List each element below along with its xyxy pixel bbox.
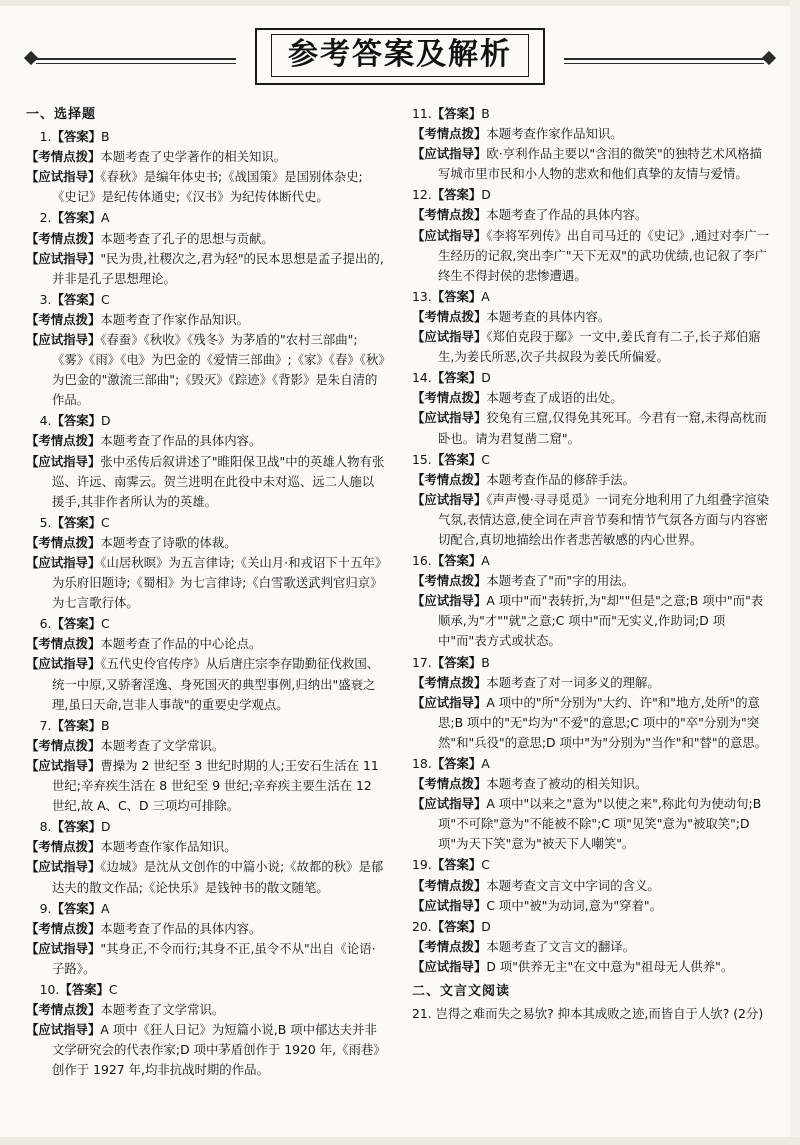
question-number: 18. [412, 756, 432, 771]
answer-item [412, 917, 772, 977]
answer-line [412, 104, 772, 124]
point-text: 本题考查了文言文的翻译。 [486, 938, 636, 954]
guide-line [26, 857, 386, 897]
point-text: 本题考查作家作品知识。 [100, 839, 237, 855]
answer-label: 【答案】 [51, 819, 102, 835]
answer-line [26, 290, 386, 310]
answer-value: A [101, 900, 110, 916]
answer-label: 【答案】 [51, 210, 102, 226]
page-header [26, 22, 774, 94]
question-number: 20. [412, 918, 432, 934]
left-column [26, 104, 386, 1081]
page-edge-bottom [0, 1137, 800, 1145]
point-line [412, 937, 772, 957]
answer-item [412, 551, 772, 651]
guide-text: 《春秋》是编年体史书;《战国策》是国别体杂史;《史记》是纪传体通史;《汉书》为纪传体断代史。 [52, 169, 363, 205]
answer-label: 【答案】 [431, 187, 482, 203]
point-label: 【考情点拨】 [26, 636, 101, 652]
question-number: 2. [39, 210, 52, 226]
point-text: 本题考查作品的修辞手法。 [486, 471, 636, 487]
guide-line [26, 756, 386, 816]
answer-value: C [481, 451, 490, 467]
answer-line [26, 127, 386, 147]
answer-label: 【答案】 [431, 451, 482, 467]
answer-value: B [101, 717, 110, 733]
answer-value: A [481, 553, 490, 569]
question-number: 6. [39, 616, 52, 632]
diamond-ornament-right [762, 51, 776, 65]
answer-item [412, 450, 772, 550]
header-rule-right [564, 58, 764, 60]
point-line [26, 147, 386, 167]
guide-line [412, 591, 772, 651]
answer-line [412, 368, 772, 388]
page-edge-top [0, 0, 800, 6]
guide-line [26, 249, 386, 289]
point-label: 【考情点拨】 [412, 674, 487, 690]
guide-label: 【应试指导】 [26, 169, 101, 185]
guide-label: 【应试指导】 [26, 940, 101, 956]
guide-line [412, 408, 772, 448]
guide-text: 《边城》是沈从文创作的中篇小说;《故都的秋》是郁达夫的散文作品;《论快乐》是钱钟书的散文随笔。 [52, 859, 384, 895]
point-line [412, 388, 772, 408]
answer-value: C [101, 616, 110, 632]
point-text: 本题考查了对一词多义的理解。 [486, 674, 660, 690]
answer-line [26, 980, 386, 1000]
question-number: 17. [412, 654, 432, 670]
answer-value: B [101, 129, 110, 145]
point-line [26, 919, 386, 939]
classical-chinese-question: 21. 岂得之难而失之易欤? 抑本其成败之迹,而皆自于人欤? (2分) [412, 1006, 764, 1022]
point-line [26, 736, 386, 756]
guide-label: 【应试指导】 [412, 897, 487, 913]
answer-label: 【答案】 [431, 553, 482, 569]
guide-text: C 项中"被"为动词,意为"穿着"。 [486, 897, 662, 913]
answer-item [412, 653, 772, 753]
answer-value: D [101, 413, 111, 429]
point-line [26, 634, 386, 654]
answer-line [412, 653, 772, 673]
point-label: 【考情点拨】 [26, 433, 101, 449]
header-rule-left [36, 58, 236, 60]
point-text: 本题考查作家作品知识。 [486, 126, 623, 142]
question-number: 9. [39, 900, 52, 916]
question-number: 4. [39, 413, 52, 429]
answer-item [412, 185, 772, 285]
answer-item [26, 208, 386, 288]
point-line [26, 229, 386, 249]
guide-text: 《声声慢·寻寻觅觅》一词充分地利用了九组叠字渲染气氛,表情达意,使全词在声音节奏和情节气氛各方面与内容密切配合,真切地描绘出作者悲苦敏感的内心世界。 [438, 491, 770, 547]
guide-label: 【应试指导】 [412, 146, 487, 162]
question-number: 15. [412, 451, 432, 467]
point-text: 本题考查了作品的中心论点。 [100, 636, 262, 652]
point-text: 本题考查的具体内容。 [486, 308, 611, 324]
answer-label: 【答案】 [431, 918, 482, 934]
guide-text: "民为贵,社稷次之,君为轻"的民本思想是孟子提出的,并非是孔子思想理论。 [52, 250, 384, 286]
answer-item [26, 290, 386, 411]
guide-label: 【应试指导】 [412, 410, 487, 426]
answer-label: 【答案】 [51, 413, 102, 429]
point-line [26, 431, 386, 451]
guide-text: 《郑伯克段于鄢》一文中,姜氏育有二子,长子郑伯寤生,为姜氏所恶,次子共叔段为姜氏所偏爱。 [438, 329, 761, 365]
point-label: 【考情点拨】 [412, 308, 487, 324]
answer-item [26, 411, 386, 511]
guide-label: 【应试指导】 [412, 796, 487, 812]
question-number: 13. [412, 288, 432, 304]
answer-line [26, 208, 386, 228]
point-line [26, 837, 386, 857]
guide-text: 张中丞传后叙讲述了"睢阳保卫战"中的英雄人物有张巡、许远、南霁云。贺兰进明在此役中未对巡、远二人施以援手,其非作者所认为的英雄。 [52, 453, 385, 509]
answer-value: B [481, 106, 490, 121]
answer-line [412, 551, 772, 571]
answer-line [26, 513, 386, 533]
answer-item [26, 899, 386, 979]
answer-value: B [481, 654, 490, 670]
guide-text: 《春蚕》《秋收》《残冬》为茅盾的"农村三部曲";《雾》《雨》《电》为巴金的《爱情三部曲》;《家》《春》《秋》为巴金的"激流三部曲";《毁灭》《踪迹》《背影》是朱自清的作品。 [52, 331, 385, 408]
point-label: 【考情点拨】 [26, 149, 101, 165]
guide-text: 欧·亨利作品主要以"含泪的微笑"的独特艺术风格描写城市里市民和小人物的悲欢和他们真挚的友情与爱情。 [438, 146, 762, 182]
answer-line [26, 411, 386, 431]
question-number: 12. [412, 187, 432, 203]
answer-value: D [481, 918, 491, 934]
question-number: 16. [412, 553, 432, 569]
guide-line [26, 553, 386, 613]
guide-line [412, 693, 772, 753]
point-line [412, 774, 772, 794]
point-text: 本题考查了史学著作的相关知识。 [100, 149, 287, 165]
question-number: 19. [412, 857, 432, 873]
answer-line [26, 716, 386, 736]
answer-item [26, 716, 386, 816]
point-line [412, 470, 772, 490]
answer-value: D [481, 370, 491, 386]
point-label: 【考情点拨】 [26, 839, 101, 855]
right-column [412, 104, 772, 1024]
answer-line [26, 899, 386, 919]
guide-label: 【应试指导】 [412, 593, 487, 609]
point-label: 【考情点拨】 [26, 230, 101, 246]
guide-text: A 项中的"所"分别为"大约、许"和"地方,处所"的意思;B 项中的"无"均为"不爱"的意思;C 项中的"卒"分别为"突然"和"兵役"的意思;D 项中"为"分别为"当作"和"替"的意思。 [438, 694, 768, 750]
question-number: 5. [39, 514, 52, 530]
answer-label: 【答案】 [51, 514, 102, 530]
answer-label: 【答案】 [431, 857, 482, 873]
answer-item [26, 817, 386, 897]
point-label: 【考情点拨】 [412, 126, 487, 142]
point-line [26, 310, 386, 330]
point-line [412, 124, 772, 144]
answer-label: 【答案】 [431, 106, 482, 121]
answer-line [412, 287, 772, 307]
point-text: 本题考查了作品的具体内容。 [100, 920, 262, 936]
guide-label: 【应试指导】 [26, 453, 101, 469]
point-label: 【考情点拨】 [412, 938, 487, 954]
point-line [412, 307, 772, 327]
section-title-classical-chinese: 二、文言文阅读 [412, 984, 511, 1000]
guide-label: 【应试指导】 [26, 555, 101, 571]
point-label: 【考情点拨】 [412, 471, 487, 487]
point-text: 本题考查了作品的具体内容。 [486, 207, 648, 223]
guide-text: 《五代史伶官传序》从后唐庄宗李存勖勤征伐救国、统一中原,又骄奢淫逸、身死国灭的典型事例,归纳出"盛衰之理,虽曰天命,岂非人事哉"的重要史学观点。 [52, 656, 380, 712]
answer-item [412, 855, 772, 915]
answer-item [412, 287, 772, 367]
header-rule-left-thin [36, 63, 236, 64]
guide-label: 【应试指导】 [26, 250, 101, 266]
point-line [412, 876, 772, 896]
guide-label: 【应试指导】 [26, 859, 101, 875]
answer-value: C [108, 981, 118, 997]
question-number: 14. [412, 370, 432, 386]
answer-value: D [481, 187, 491, 203]
guide-text: "其身正,不令而行;其身不正,虽令不从"出自《论语·子路》。 [52, 940, 376, 976]
answer-item [412, 754, 772, 854]
guide-text: 狡兔有三窟,仅得免其死耳。今君有一窟,未得高枕而卧也。请为君复凿二窟"。 [438, 410, 767, 446]
point-line [412, 673, 772, 693]
answer-item [26, 513, 386, 613]
guide-line [26, 654, 386, 714]
guide-line [412, 490, 772, 550]
answer-value: A [101, 210, 110, 226]
point-text: 本题考查了文学常识。 [100, 737, 225, 753]
question-number: 8. [39, 819, 52, 835]
answer-label: 【答案】 [431, 756, 482, 771]
guide-line [26, 1020, 386, 1080]
point-text: 本题考查了"而"字的用法。 [486, 573, 635, 589]
page-edge-right [790, 0, 800, 1145]
answer-label: 【答案】 [51, 900, 102, 916]
answer-label: 【答案】 [431, 370, 482, 386]
answer-value: C [481, 857, 490, 873]
guide-line [412, 957, 772, 977]
guide-text: 曹操为 2 世纪至 3 世纪时期的人;王安石生活在 11 世纪;辛弃疾生活在 8 世纪至 9 世纪;辛弃疾主要生活在 12 世纪,故 A、C、D 三项均可排除。 [52, 757, 379, 814]
question-number: 10. [39, 981, 60, 997]
page-title-inner [271, 34, 529, 77]
guide-text: D 项"供养无主"在文中意为"祖母无人供养"。 [486, 958, 734, 974]
answer-value: C [101, 291, 110, 307]
guide-line [412, 794, 772, 854]
guide-label: 【应试指导】 [412, 491, 487, 507]
header-rule-right-thin [564, 63, 764, 64]
guide-text: A 项中"以来之"意为"以使之来",称此句为使动句;B 项"不可除"意为"不能被不除";C 项"见笑"意为"被取笑";D 项"为天下笑"意为"被天下人嘲笑"。 [438, 796, 762, 852]
answer-item [26, 980, 386, 1080]
guide-text: A 项中《狂人日记》为短篇小说,B 项中郁达夫并非文学研究会的代表作家;D 项中茅盾创作于 1920 年,《雨巷》创作于 1927 年,均非抗战时期的作品。 [52, 1022, 386, 1078]
point-label: 【考情点拨】 [412, 207, 487, 223]
point-line [26, 533, 386, 553]
page-title-box [255, 28, 545, 85]
guide-line [412, 896, 772, 916]
question-number: 3. [39, 291, 52, 307]
guide-text: A 项中"而"表转折,为"却""但是"之意;B 项中"而"表顺承,为"才""就"之意;C 项中"而"无实义,作助词;D 项中"而"表方式或状态。 [438, 593, 764, 649]
point-label: 【考情点拨】 [412, 573, 487, 589]
guide-label: 【应试指导】 [26, 1022, 101, 1038]
guide-line [412, 226, 772, 286]
answer-line [412, 185, 772, 205]
point-text: 本题考查了作品的具体内容。 [100, 433, 262, 449]
guide-label: 【应试指导】 [412, 329, 487, 345]
section-title-choice: 一、选择题 [26, 107, 97, 122]
point-label: 【考情点拨】 [412, 776, 487, 792]
point-line [412, 205, 772, 225]
point-text: 本题考查了文学常识。 [100, 1002, 225, 1018]
answer-label: 【答案】 [51, 291, 102, 307]
guide-text: 《山居秋暝》为五言律诗;《关山月·和戎诏下十五年》为乐府旧题诗;《蜀相》为七言律诗;《白雪歌送武判官归京》为七言歌行体。 [52, 555, 383, 611]
guide-label: 【应试指导】 [412, 227, 487, 243]
answer-line [412, 917, 772, 937]
answer-label: 【答案】 [51, 717, 102, 733]
guide-text: 《李将军列传》出自司马迁的《史记》,通过对李广一生经历的记叙,突出李广"天下无双"的武功优绩,也记叙了李广终生不得封侯的悲惨遭遇。 [438, 227, 770, 283]
point-label: 【考情点拨】 [412, 390, 487, 406]
point-text: 本题考查了孔子的思想与贡献。 [100, 230, 274, 246]
answer-line [412, 855, 772, 875]
guide-line [26, 167, 386, 207]
point-label: 【考情点拨】 [26, 534, 101, 550]
point-label: 【考情点拨】 [26, 311, 101, 327]
point-text: 本题考查了成语的出处。 [486, 390, 623, 406]
point-label: 【考情点拨】 [26, 1002, 101, 1018]
point-text: 本题考查了作家作品知识。 [100, 311, 250, 327]
answer-line [412, 450, 772, 470]
answer-label: 【答案】 [51, 129, 102, 145]
answer-value: D [101, 819, 111, 835]
answer-label: 【答案】 [59, 981, 109, 997]
question-number: 1. [39, 129, 52, 145]
answer-line [26, 817, 386, 837]
guide-label: 【应试指导】 [26, 757, 101, 773]
answer-line [412, 754, 772, 774]
guide-line [26, 330, 386, 410]
point-label: 【考情点拨】 [26, 737, 101, 753]
answer-item [26, 127, 386, 207]
answer-value: C [101, 514, 110, 530]
question-number: 11. [412, 106, 432, 121]
point-line [412, 571, 772, 591]
guide-label: 【应试指导】 [26, 331, 101, 347]
point-label: 【考情点拨】 [26, 920, 101, 936]
body-columns [26, 104, 774, 1081]
point-label: 【考情点拨】 [412, 877, 487, 893]
guide-label: 【应试指导】 [26, 656, 101, 672]
guide-line [412, 327, 772, 367]
guide-line [412, 144, 772, 184]
point-text: 本题考查了被动的相关知识。 [486, 776, 648, 792]
guide-label: 【应试指导】 [412, 694, 487, 710]
question-number: 7. [39, 717, 52, 733]
answer-label: 【答案】 [431, 654, 482, 670]
answer-value: A [481, 288, 490, 304]
answer-item [26, 614, 386, 714]
answer-label: 【答案】 [431, 288, 482, 304]
answer-item [412, 368, 772, 448]
point-text: 本题考查文言文中字词的含义。 [486, 877, 660, 893]
point-text: 本题考查了诗歌的体裁。 [100, 534, 237, 550]
page-title: 参考答案及解析 [288, 37, 512, 72]
guide-line [26, 939, 386, 979]
point-line [26, 1000, 386, 1020]
answer-item [412, 104, 772, 184]
answer-line [26, 614, 386, 634]
answer-value: A [481, 756, 490, 771]
answer-label: 【答案】 [51, 616, 102, 632]
guide-label: 【应试指导】 [412, 958, 487, 974]
guide-line [26, 452, 386, 512]
